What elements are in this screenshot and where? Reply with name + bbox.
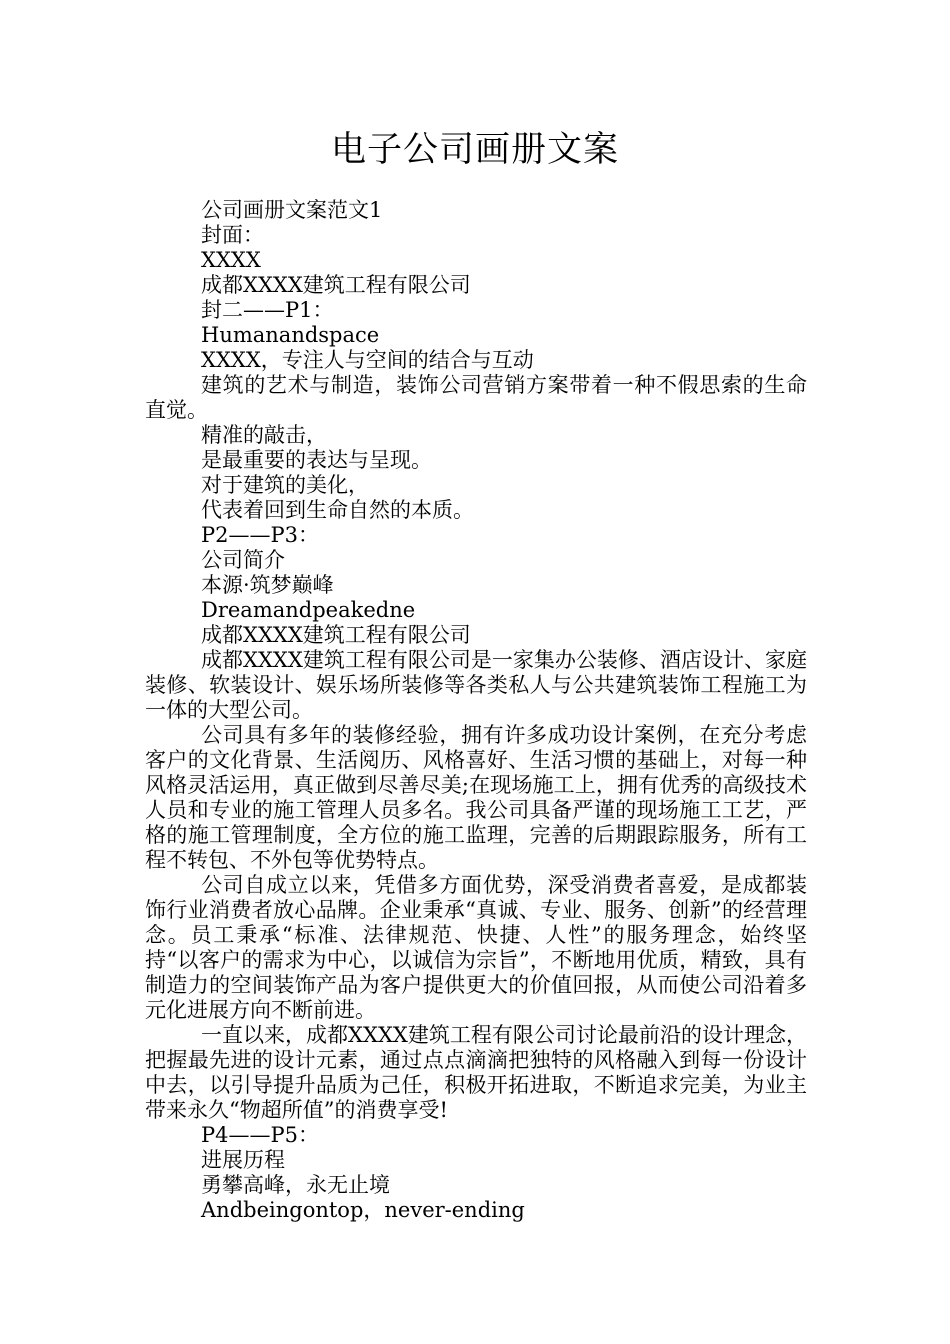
text-line: 封二——P1： [201,298,334,322]
text-line: Dreamandpeakedne [201,598,416,622]
text-line: 成都XXXX建筑工程有限公司 [201,273,471,297]
intro-paragraph: 建筑的艺术与制造，装饰公司营销方案带着一种不假思索的生命直觉。 [145,373,807,422]
text-line: 是最重要的表达与呈现。 [201,448,432,472]
text-line: 精准的敲击， [201,423,327,447]
text-line: 对于建筑的美化， [201,473,369,497]
text-line: 公司画册文案范文1 [201,198,383,222]
text-line: 公司简介 [201,548,285,572]
body-paragraph: 成都XXXX建筑工程有限公司是一家集办公装修、酒店设计、家庭装修、软装设计、娱乐场所装修等各类私人与公共建筑装饰工程施工为一体的大型公司。 [145,648,807,722]
text-line: 本源·筑梦巅峰 [201,573,334,597]
text-line: Andbeingontop，never-ending [201,1198,525,1222]
text-line: 代表着回到生命自然的本质。 [201,498,474,522]
text-line: 勇攀高峰，永无止境 [201,1173,390,1197]
text-line: XXXX，专注人与空间的结合与互动 [201,348,534,372]
text-line: 进展历程 [201,1148,285,1172]
text-line: 封面： [201,223,264,247]
document-title: 电子公司画册文案 [330,130,619,170]
body-paragraph: 公司自成立以来，凭借多方面优势，深受消费者喜爱，是成都装饰行业消费者放心品牌。企业秉承“真诚、专业、服务、创新”的经营理念。员工秉承“标准、法律规范、快捷、人性”的服务理念，始终坚持“以客户的需求为中心，以诚信为宗旨”，不断地用优质，精致，具有制造力的空间装饰产品为客户提供更大的价值回报，从而使公司沿着多元化进展方向不断前进。 [145,873,807,1022]
body-paragraph: 一直以来，成都XXXX建筑工程有限公司讨论最前沿的设计理念，把握最先进的设计元素，通过点点滴滴把独特的风格融入到每一份设计中去，以引导提升品质为己任，积极开拓进取，不断追求完美，为业主带来永久“物超所值”的消费享受! [145,1023,807,1122]
text-line: 成都XXXX建筑工程有限公司 [201,623,471,647]
text-line: Humanandspace [201,323,380,347]
document-body [145,198,807,1223]
text-line: P2——P3： [201,523,319,547]
text-line: P4——P5： [201,1123,319,1147]
body-paragraph: 公司具有多年的装修经验，拥有许多成功设计案例，在充分考虑客户的文化背景、生活阅历、风格喜好、生活习惯的基础上，对每一种风格灵活运用，真正做到尽善尽美;在现场施工上，拥有优秀的高级技术人员和专业的施工管理人员多名。我公司具备严谨的现场施工工艺，严格的施工管理制度，全方位的施工监理，完善的后期跟踪服务，所有工程不转包、不外包等优势特点。 [145,723,807,872]
text-line: XXXX [201,248,261,272]
